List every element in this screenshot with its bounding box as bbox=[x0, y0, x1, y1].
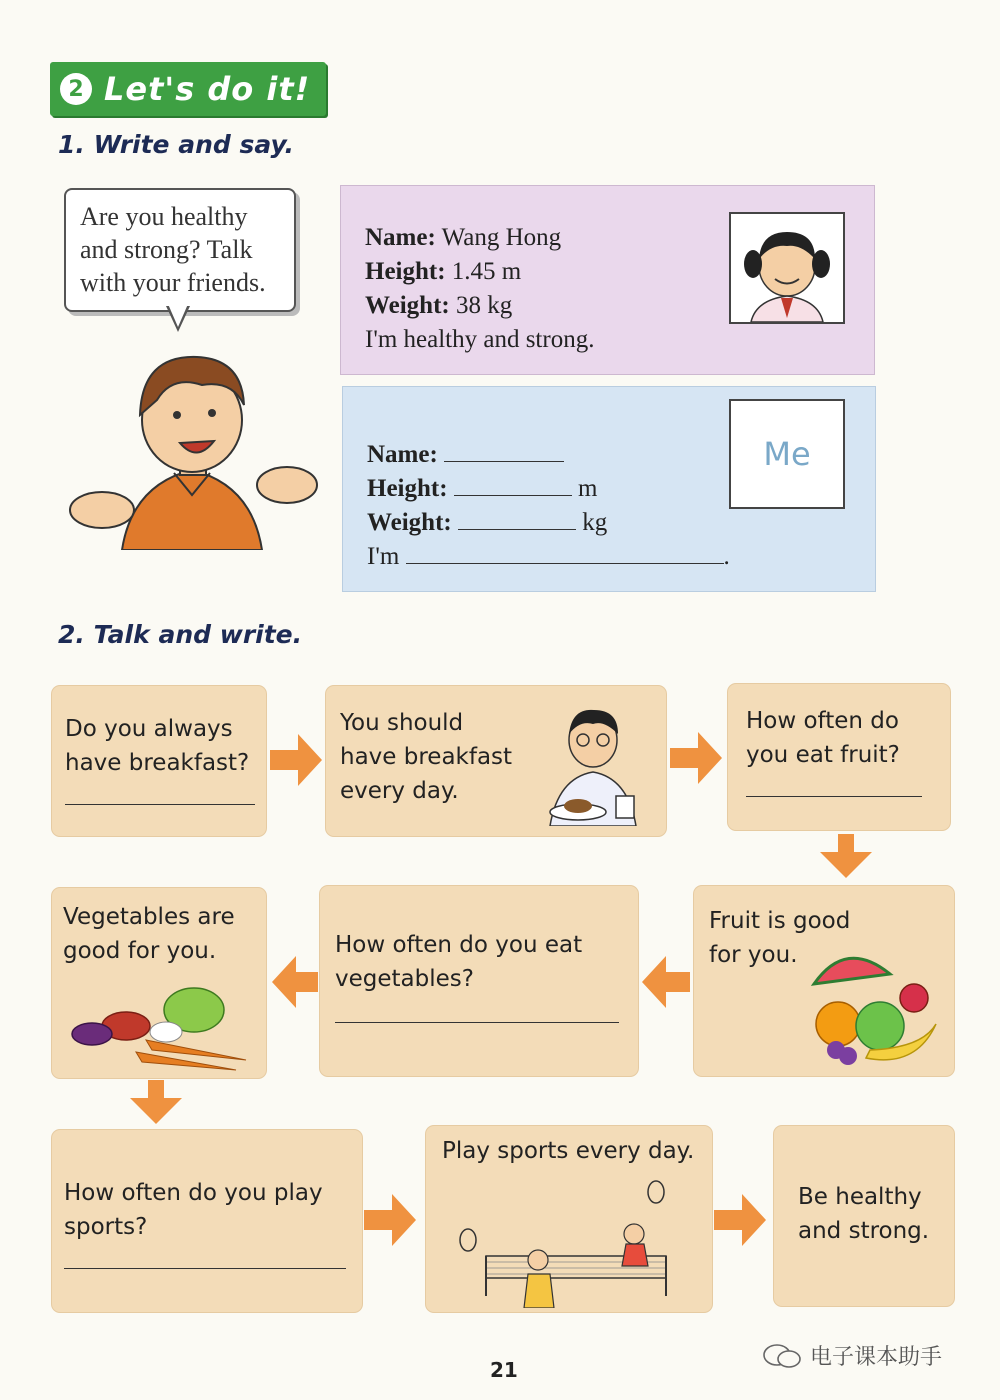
height-blank[interactable] bbox=[454, 475, 572, 496]
box-line: Do you always bbox=[65, 716, 233, 742]
flow-box-vegetables-question bbox=[320, 886, 638, 1076]
flow-box-breakfast-question bbox=[52, 686, 266, 836]
arrow-right bbox=[364, 1194, 416, 1246]
flow-box-sports-question bbox=[52, 1130, 362, 1312]
weight-unit: kg bbox=[582, 509, 608, 536]
answer-line[interactable] bbox=[335, 1022, 619, 1023]
im-label: I'm bbox=[367, 543, 400, 570]
section2-title: 2. Talk and write. bbox=[58, 620, 303, 649]
badminton-illustration bbox=[456, 1176, 696, 1308]
bubble-line: and strong? Talk bbox=[80, 235, 253, 264]
weight-label: Weight: bbox=[365, 292, 450, 319]
box-line: for you. bbox=[709, 942, 798, 968]
boy-illustration bbox=[62, 345, 322, 550]
arrow-left bbox=[272, 956, 318, 1008]
arrow-left bbox=[642, 956, 690, 1008]
fruit-illustration bbox=[806, 944, 946, 1072]
section-banner-title: Let's do it! bbox=[104, 70, 311, 108]
box-line: vegetables? bbox=[335, 966, 474, 992]
answer-line[interactable] bbox=[64, 1268, 346, 1269]
arrow-down bbox=[130, 1080, 182, 1124]
page-number: 21 bbox=[490, 1358, 518, 1382]
answer-line[interactable] bbox=[65, 804, 255, 805]
arrow-right bbox=[670, 732, 722, 784]
arrow-right bbox=[270, 734, 322, 786]
bubble-line: Are you healthy bbox=[80, 202, 248, 231]
weight-value: 38 kg bbox=[455, 292, 513, 319]
box-line: have breakfast? bbox=[65, 750, 250, 776]
box-line: Be healthy bbox=[798, 1184, 922, 1210]
boy-eating-illustration bbox=[538, 700, 648, 826]
box-line: have breakfast bbox=[340, 744, 513, 770]
flow-box-vegetables-advice bbox=[52, 888, 266, 1078]
flow-box-breakfast-advice bbox=[326, 686, 666, 836]
answer-line[interactable] bbox=[746, 796, 922, 797]
bubble-line: with your friends. bbox=[80, 268, 266, 297]
flow-box-sports-advice bbox=[426, 1126, 712, 1312]
height-unit: m bbox=[578, 475, 598, 502]
box-line: How often do you play bbox=[64, 1180, 323, 1206]
name-label: Name: bbox=[367, 441, 438, 468]
section-banner bbox=[50, 62, 326, 116]
healthy-sentence: I'm healthy and strong. bbox=[365, 326, 595, 353]
profile-card-wang-hong bbox=[340, 185, 875, 375]
chat-bubbles-icon bbox=[762, 1342, 802, 1370]
box-line: Play sports every day. bbox=[442, 1138, 695, 1164]
height-value: 1.45 m bbox=[451, 258, 522, 285]
watermark-text: 电子课本助手 bbox=[810, 1345, 943, 1370]
me-photo-box[interactable] bbox=[729, 399, 845, 509]
section1-title: 1. Write and say. bbox=[58, 130, 294, 159]
box-line: and strong. bbox=[798, 1218, 930, 1244]
box-line: How often do bbox=[746, 708, 899, 734]
box-line: you eat fruit? bbox=[746, 742, 900, 768]
box-line: Vegetables are bbox=[63, 904, 235, 930]
me-label: Me bbox=[763, 435, 811, 473]
box-line: Fruit is good bbox=[709, 908, 851, 934]
arrow-down bbox=[820, 834, 872, 878]
weight-blank[interactable] bbox=[458, 509, 576, 530]
girl-photo bbox=[729, 212, 845, 324]
box-line: good for you. bbox=[63, 938, 217, 964]
flow-box-fruit-question bbox=[728, 684, 950, 830]
vegetables-illustration bbox=[66, 982, 256, 1072]
section-number: 2 bbox=[60, 73, 92, 105]
height-label: Height: bbox=[365, 258, 446, 285]
box-line: every day. bbox=[340, 778, 459, 804]
sentence-blank[interactable] bbox=[406, 543, 724, 564]
profile-card-me: Name: Height: m Weight: kg I'm . Me bbox=[342, 386, 876, 592]
bubble-tail-fill bbox=[168, 304, 188, 327]
box-line: How often do you eat bbox=[335, 932, 583, 958]
watermark bbox=[762, 1340, 942, 1371]
flow-box-healthy bbox=[774, 1126, 954, 1306]
box-line: You should bbox=[340, 710, 464, 736]
name-value: Wang Hong bbox=[441, 224, 562, 251]
box-line: sports? bbox=[64, 1214, 148, 1240]
arrow-right bbox=[714, 1194, 766, 1246]
speech-bubble bbox=[64, 188, 296, 312]
height-label: Height: bbox=[367, 475, 448, 502]
flow-box-fruit-advice bbox=[694, 886, 954, 1076]
weight-label: Weight: bbox=[367, 509, 452, 536]
name-blank[interactable] bbox=[444, 441, 564, 462]
name-label: Name: bbox=[365, 224, 436, 251]
